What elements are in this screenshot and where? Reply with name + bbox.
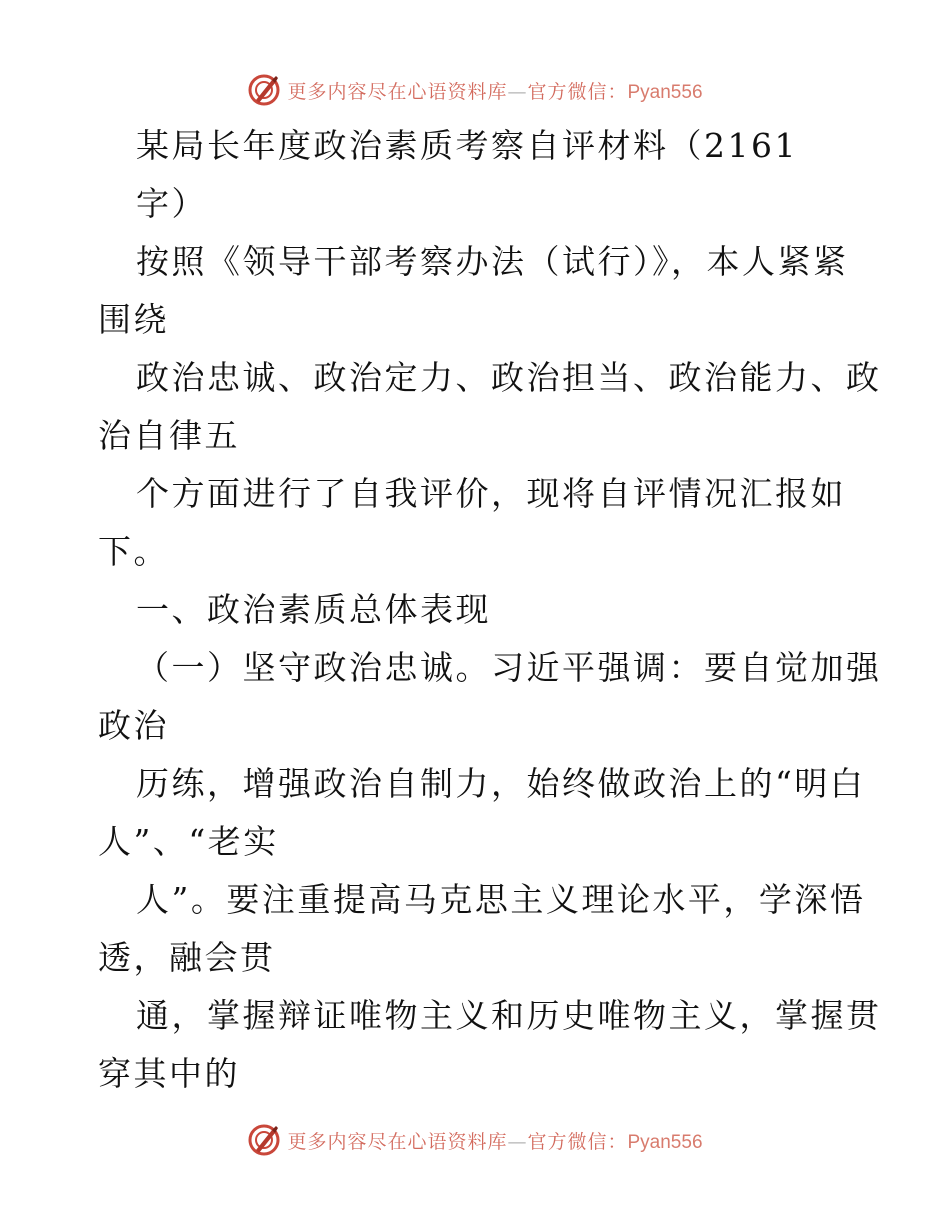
paragraph-line: （一）坚守政治忠诚。习近平强调：要自觉加强 <box>136 648 882 687</box>
paragraph-line: 按照《领导干部考察办法（试行）》，本人紧紧 <box>136 242 849 281</box>
paragraph-line: 通，掌握辩证唯物主义和历史唯物主义，掌握贯 <box>136 996 882 1035</box>
document-title-line-2: 字） <box>136 184 207 223</box>
paragraph-line: 政治 <box>98 706 169 745</box>
watermark-text: 更多内容尽在心语资料库—官方微信：Pyan556 <box>287 80 703 103</box>
watermark-logo-icon <box>247 1123 281 1157</box>
section-heading: 一、政治素质总体表现 <box>136 590 491 629</box>
document-title-line-1: 某局长年度政治素质考察自评材料（2161 <box>136 126 798 165</box>
paragraph-line: 历练，增强政治自制力，始终做政治上的“明白 <box>136 764 866 803</box>
paragraph-line: 围绕 <box>98 300 169 339</box>
paragraph-line: 人”、“老实 <box>98 822 279 861</box>
paragraph-line: 个方面进行了自我评价，现将自评情况汇报如 <box>136 474 846 513</box>
paragraph-line: 治自律五 <box>98 416 240 455</box>
paragraph-line: 政治忠诚、政治定力、政治担当、政治能力、政 <box>136 358 882 397</box>
paragraph-line: 穿其中的 <box>98 1054 240 1093</box>
paragraph-line: 透，融会贯 <box>98 938 276 977</box>
paragraph-line: 人”。要注重提高马克思主义理论水平，学深悟 <box>136 880 866 919</box>
watermark-text: 更多内容尽在心语资料库—官方微信：Pyan556 <box>287 1130 703 1153</box>
footer-watermark <box>0 1118 950 1162</box>
paragraph-line: 下。 <box>98 532 169 571</box>
